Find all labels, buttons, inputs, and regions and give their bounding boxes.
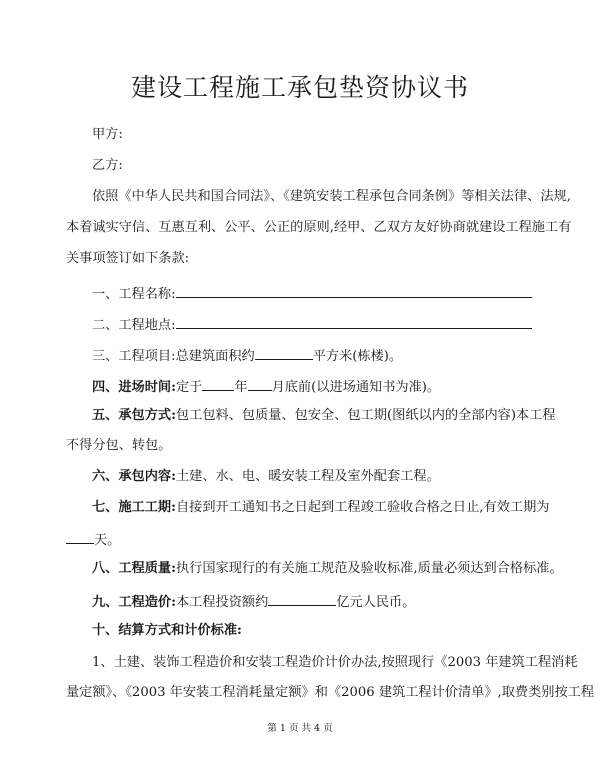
item-contract-mode-cont: 不得分包、转包。: [66, 438, 172, 453]
item-project-name: [92, 283, 562, 304]
clause-1-line-2: 量定额》、《2003 年安装工程消耗量定额》和《2006 建筑工程计价清单》,取费类别按工程: [66, 685, 595, 700]
item-entry-time: [92, 376, 562, 397]
item-construction-period-cont: [66, 529, 536, 550]
item-contract-mode-label: 五、承包方式:: [92, 408, 176, 423]
party-a-label: 甲方:: [92, 127, 123, 142]
days-blank: [66, 529, 94, 544]
item-project-scope: [92, 345, 562, 366]
item-project-name-label: 一、工程名称:: [92, 287, 176, 302]
clause-1-line-1: 1、土建、装饰工程造价和安装工程造价计价办法,按照现行《2003 年建筑工程消耗: [92, 655, 578, 670]
page-footer: 第 1 页 共 4 页: [267, 723, 333, 734]
item-entry-time-text-a: 定于: [176, 380, 203, 395]
item-contract-mode-text: 包工包料、包质量、包安全、包工期(图纸以内的全部内容)本工程: [176, 408, 556, 423]
item-project-location-label: 二、工程地点:: [92, 318, 176, 333]
document-title: 建设工程施工承包垫资协议书: [130, 73, 469, 102]
area-blank: [255, 345, 313, 360]
item-contract-mode: [92, 407, 562, 425]
item-settlement-heading: 十、结算方式和计价标准:: [92, 623, 242, 638]
item-project-scope-prefix: 三、工程项目:总建筑面积约: [92, 349, 255, 364]
project-location-blank: [176, 314, 532, 329]
intro-line-3: 关事项签订如下条款:: [66, 251, 190, 266]
month-blank: [248, 376, 272, 391]
year-blank: [202, 376, 234, 391]
item-contract-content: [92, 468, 562, 486]
item-entry-time-label: 四、进场时间:: [92, 380, 176, 395]
project-name-blank: [176, 283, 532, 298]
item-construction-period-days: 天。: [94, 533, 121, 548]
item-project-location: [92, 314, 562, 335]
item-entry-time-text-b: 年: [234, 380, 248, 395]
item-construction-period: [92, 499, 562, 517]
item-entry-time-text-c: 月底前(以进场通知书为准)。: [271, 380, 441, 395]
party-b-label: 乙方:: [92, 158, 123, 173]
item-contract-content-label: 六、承包内容:: [92, 469, 176, 484]
amount-blank: [268, 591, 336, 606]
item-project-scope-suffix: 平方米(栋楼)。: [312, 349, 403, 364]
item-construction-period-text: 自接到开工通知书之日起到工程竣工验收合格之日止,有效工期为: [176, 500, 550, 515]
item-quality-label: 八、工程质量:: [92, 561, 176, 576]
item-cost-text-b: 亿元人民币。: [336, 595, 416, 610]
intro-line-1: 依照《中华人民共和国合同法》、《建筑安装工程承包合同条例》等相关法律、法规,: [92, 189, 571, 204]
item-quality: [92, 560, 562, 578]
item-contract-content-text: 土建、水、电、暖安装工程及室外配套工程。: [176, 469, 440, 484]
intro-line-2: 本着诚实守信、互惠互利、公平、公正的原则,经甲、乙双方友好协商就建设工程施工有: [66, 220, 572, 235]
item-construction-period-label: 七、施工工期:: [92, 500, 176, 515]
item-cost-text-a: 本工程投资额约: [176, 595, 269, 610]
item-cost-label: 九、工程造价:: [92, 595, 176, 610]
item-cost: [92, 591, 562, 612]
item-quality-text: 执行国家现行的有关施工规范及验收标准,质量必须达到合格标准。: [176, 561, 563, 576]
